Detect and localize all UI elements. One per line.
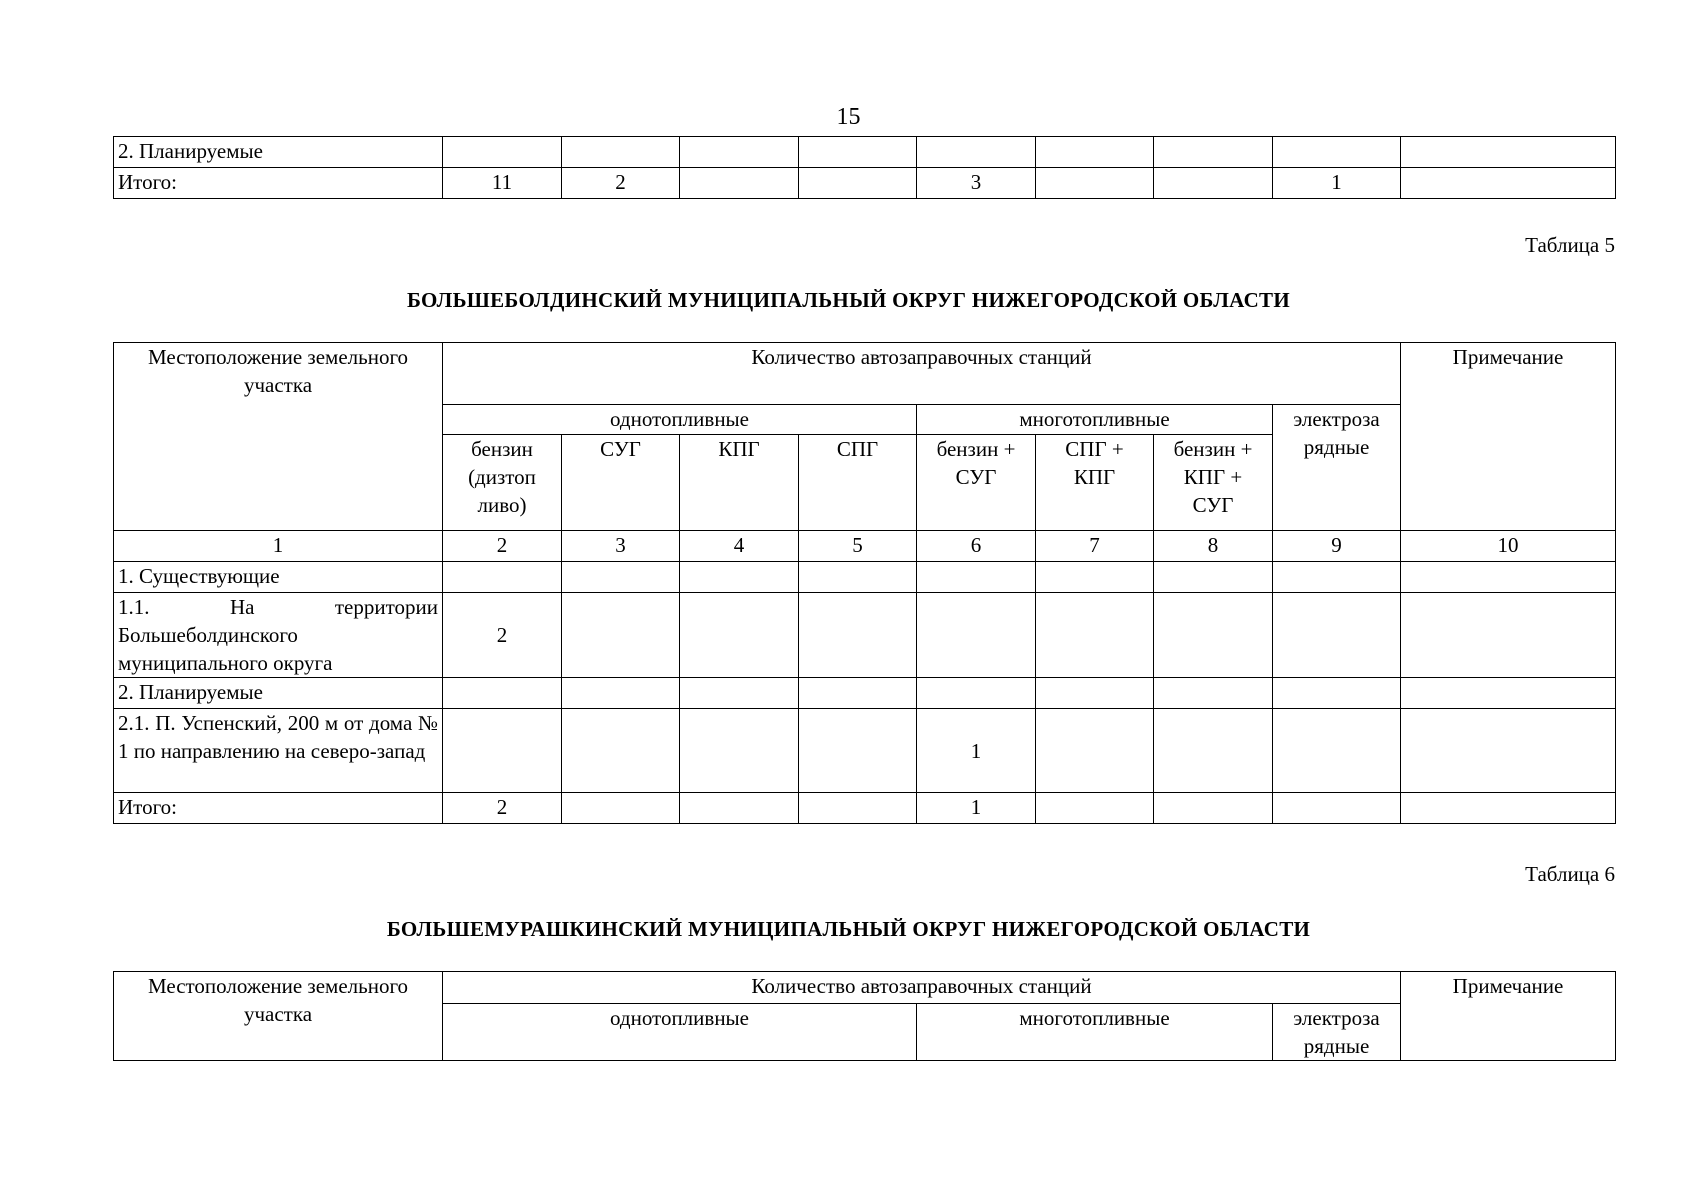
table6-label: Таблица 6	[1525, 862, 1615, 886]
table-cell	[799, 793, 917, 824]
table-cell	[1273, 678, 1401, 709]
table-cell	[1401, 678, 1616, 709]
electric-header: электроза рядные	[1273, 405, 1401, 531]
table-cell	[680, 137, 799, 168]
table-cell	[799, 593, 917, 678]
electric-header: электроза рядные	[1273, 1004, 1401, 1061]
table-cell	[1036, 137, 1154, 168]
table-cell	[1273, 593, 1401, 678]
table-cell	[799, 168, 917, 199]
location-header: Местоположение земельного участка	[114, 343, 443, 531]
table-cell	[1154, 793, 1273, 824]
table-cell	[562, 593, 680, 678]
count-header: Количество автозаправочных станций	[443, 972, 1401, 1004]
table-cell	[562, 709, 680, 793]
table-cell	[680, 562, 799, 593]
table-cell	[562, 562, 680, 593]
fuel-type-header: СПГ + КПГ	[1036, 435, 1154, 531]
row-label: 2. Планируемые	[114, 137, 443, 168]
table-cell: 2	[562, 168, 680, 199]
row-label: 2. Планируемые	[114, 678, 443, 709]
table-cell: 2	[443, 593, 562, 678]
table-cell	[1154, 168, 1273, 199]
table-cell	[443, 562, 562, 593]
table-cell	[1401, 137, 1616, 168]
table-cell	[562, 678, 680, 709]
table-row	[114, 593, 1616, 678]
table-cell	[1154, 678, 1273, 709]
table-cell	[1036, 678, 1154, 709]
table-cell	[1036, 709, 1154, 793]
column-number: 7	[1036, 531, 1154, 562]
table-cell	[799, 709, 917, 793]
table-cell	[1401, 709, 1616, 793]
table-cell: 1	[1273, 168, 1401, 199]
table-cell	[1401, 593, 1616, 678]
table6-title: БОЛЬШЕМУРАШКИНСКИЙ МУНИЦИПАЛЬНЫЙ ОКРУГ НИЖЕГОРОДСКОЙ ОБЛАСТИ	[386, 917, 1311, 941]
single-fuel-header: однотопливные	[443, 405, 917, 435]
table-cell	[917, 593, 1036, 678]
header-row	[114, 972, 1616, 1004]
table-row	[114, 562, 1616, 593]
column-number: 9	[1273, 531, 1401, 562]
table-cell	[680, 793, 799, 824]
table-cell	[443, 709, 562, 793]
fuel-type-header: бензин + КПГ + СУГ	[1154, 435, 1273, 531]
continued-table	[113, 136, 1616, 199]
table-row	[114, 678, 1616, 709]
table-cell	[680, 593, 799, 678]
table-cell: 3	[917, 168, 1036, 199]
table5	[113, 342, 1616, 824]
table-cell	[680, 168, 799, 199]
fuel-type-header: КПГ	[680, 435, 799, 531]
table-cell	[562, 137, 680, 168]
fuel-type-header: СПГ	[799, 435, 917, 531]
table-cell	[1401, 168, 1616, 199]
column-number: 2	[443, 531, 562, 562]
table-row	[114, 709, 1616, 793]
table-cell	[1036, 168, 1154, 199]
table-cell	[1154, 562, 1273, 593]
table-cell	[1154, 709, 1273, 793]
page-number: 15	[836, 104, 861, 130]
table-cell	[562, 793, 680, 824]
multi-fuel-header: многотопливные	[917, 405, 1273, 435]
table-cell: 1	[917, 793, 1036, 824]
count-header: Количество автозаправочных станций	[443, 343, 1401, 405]
table-cell	[680, 709, 799, 793]
table-row	[114, 793, 1616, 824]
table-cell: 1	[917, 709, 1036, 793]
table-cell	[917, 562, 1036, 593]
table-cell	[443, 678, 562, 709]
multi-fuel-header: многотопливные	[917, 1004, 1273, 1061]
table-cell	[680, 678, 799, 709]
table-cell	[443, 137, 562, 168]
table-cell: 11	[443, 168, 562, 199]
column-number: 3	[562, 531, 680, 562]
fuel-type-header: бензин + СУГ	[917, 435, 1036, 531]
fuel-type-header: бензин (дизтоп ливо)	[443, 435, 562, 531]
table-row	[114, 168, 1616, 199]
table-cell	[1273, 562, 1401, 593]
table-cell	[1154, 137, 1273, 168]
table-cell	[1401, 562, 1616, 593]
table-cell	[1036, 562, 1154, 593]
column-number: 1	[114, 531, 443, 562]
table-cell	[1273, 793, 1401, 824]
table-cell	[917, 678, 1036, 709]
table-row	[114, 137, 1616, 168]
column-number: 6	[917, 531, 1036, 562]
row-label: 1. Существующие	[114, 562, 443, 593]
table-cell	[917, 137, 1036, 168]
location-header: Местоположение земельного участка	[114, 972, 443, 1061]
single-fuel-header: однотопливные	[443, 1004, 917, 1061]
note-header: Примечание	[1401, 972, 1616, 1061]
column-number: 8	[1154, 531, 1273, 562]
column-number: 10	[1401, 531, 1616, 562]
table-cell	[1401, 793, 1616, 824]
table-cell	[1273, 709, 1401, 793]
row-label: 2.1. П. Успенский, 200 м от дома № 1 по направлению на северо-запад	[114, 709, 443, 793]
table6	[113, 971, 1616, 1061]
table-cell	[1036, 793, 1154, 824]
table-cell: 2	[443, 793, 562, 824]
column-number: 4	[680, 531, 799, 562]
table-cell	[799, 678, 917, 709]
table-cell	[799, 137, 917, 168]
column-numbers-row	[114, 531, 1616, 562]
header-row	[114, 343, 1616, 405]
note-header: Примечание	[1401, 343, 1616, 531]
table5-title: БОЛЬШЕБОЛДИНСКИЙ МУНИЦИПАЛЬНЫЙ ОКРУГ НИЖЕГОРОДСКОЙ ОБЛАСТИ	[407, 288, 1290, 312]
row-label: Итого:	[114, 168, 443, 199]
row-label: Итого:	[114, 793, 443, 824]
fuel-type-header: СУГ	[562, 435, 680, 531]
table-cell	[799, 562, 917, 593]
table-cell	[1273, 137, 1401, 168]
table-cell	[1154, 593, 1273, 678]
table-cell	[1036, 593, 1154, 678]
column-number: 5	[799, 531, 917, 562]
row-label: 1.1. На территории Большеболдинского муниципального округа	[114, 593, 443, 678]
table5-label: Таблица 5	[1525, 233, 1615, 257]
